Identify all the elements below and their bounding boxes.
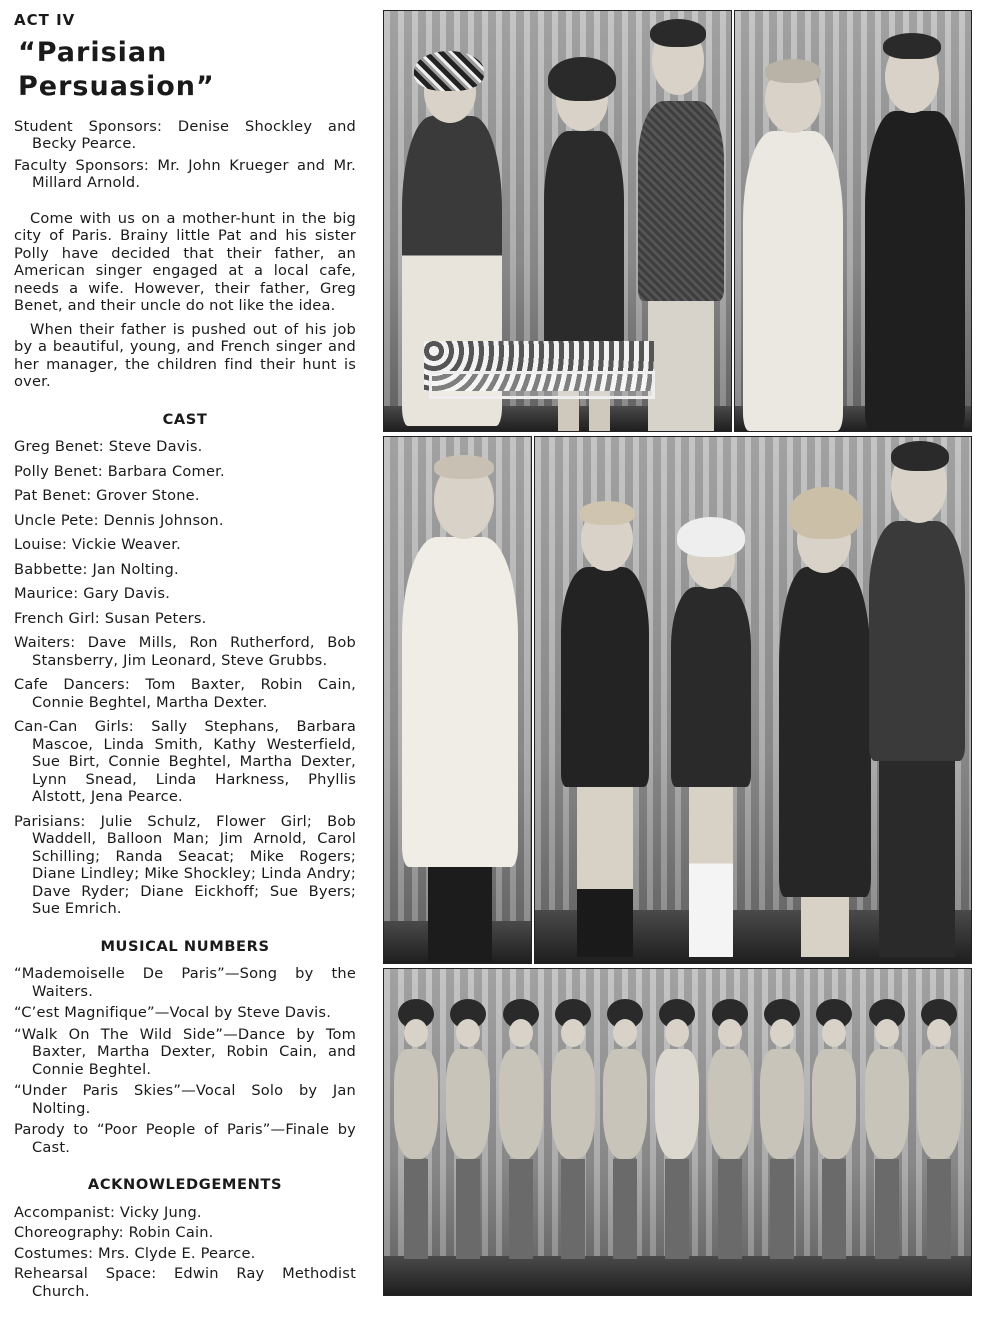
cast-item: Parisians: Julie Schulz, Flower Girl; Bob Waddell, Balloon Man; Jim Arnold, Carol Schilling; Randa Seacat; Mike Rogers; Diane Lindley; Mike Shockley; Linda Andry; Dave Ryder; Diane Eickhoff; Sue Byers; Sue Emrich. <box>14 812 356 917</box>
musical-item: “Mademoiselle De Paris”—Song by the Waiters. <box>14 965 356 1000</box>
musical-item: Parody to “Poor People of Paris”—Finale by Cast. <box>14 1121 356 1156</box>
photo-flower-scene <box>383 10 732 432</box>
acknowledgement-item: Costumes: Mrs. Clyde E. Pearce. <box>14 1244 256 1262</box>
photo-cancan-girls <box>383 968 972 1296</box>
cast-item: Louise: Vickie Weaver. <box>14 536 181 553</box>
cast-item: Uncle Pete: Dennis Johnson. <box>14 511 224 529</box>
photo-family-scene <box>534 436 972 964</box>
cast-item: Can-Can Girls: Sally Stephans, Barbara Mascoe, Linda Smith, Kathy Westerfield, Sue Birt, Connie Beghtel, Martha Dexter, Lynn Snead, Linda Harkness, Phyllis Alstott, Jena Pearce. <box>14 718 356 805</box>
description-paragraph: Come with us on a mother-hunt in the big city of Paris. Brainy little Pat and his sister Polly have decided that their father, an American singer engaged at a local cafe, needs a wife. However, their father, Greg Benet, and their uncle do not like the idea. <box>14 209 356 314</box>
cast-item: Greg Benet: Steve Davis. <box>14 438 203 455</box>
description-paragraph: When their father is pushed out of his job by a beautiful, young, and French singer and her manager, the children find their hunt is over. <box>14 320 356 390</box>
photo-waiter-apron <box>383 436 532 964</box>
musical-item: “Under Paris Skies”—Vocal Solo by Jan Nolting. <box>14 1082 356 1117</box>
cast-item: Pat Benet: Grover Stone. <box>14 487 200 504</box>
cast-item: Waiters: Dave Mills, Ron Rutherford, Bob Stansberry, Jim Leonard, Steve Grubbs. <box>14 634 356 669</box>
musical-item: “C’est Magnifique”—Vocal by Steve Davis. <box>14 1004 332 1021</box>
musical-numbers-heading: MUSICAL NUMBERS <box>100 937 270 955</box>
musical-item: “Walk On The Wild Side”—Dance by Tom Baxter, Martha Dexter, Robin Cain, and Connie Beghtel. <box>14 1025 356 1078</box>
cast-item: Babbette: Jan Nolting. <box>14 560 179 578</box>
cast-item: Maurice: Gary Davis. <box>14 585 171 602</box>
cast-item: French Girl: Susan Peters. <box>14 609 207 627</box>
page-title: “Parisian Persuasion” <box>18 36 215 102</box>
acknowledgement-item: Choreography: Robin Cain. <box>14 1224 214 1241</box>
acknowledgements-list <box>14 1204 356 1301</box>
acknowledgements-heading: ACKNOWLEDGEMENTS <box>87 1176 283 1193</box>
cast-item: Polly Benet: Barbara Comer. <box>14 462 225 480</box>
acknowledgement-item: Rehearsal Space: Edwin Ray Methodist Church. <box>14 1265 356 1300</box>
text-column <box>14 12 356 1303</box>
cast-list <box>14 438 356 918</box>
photo-waiter-scene <box>734 10 972 432</box>
faculty-sponsors: Faculty Sponsors: Mr. John Krueger and Mr. Millard Arnold. <box>14 156 356 191</box>
student-sponsors: Student Sponsors: Denise Shockley and Becky Pearce. <box>14 117 356 152</box>
cast-item: Cafe Dancers: Tom Baxter, Robin Cain, Connie Beghtel, Martha Dexter. <box>14 676 356 711</box>
cast-heading: CAST <box>162 410 208 428</box>
act-label: ACT IV <box>14 11 76 29</box>
acknowledgement-item: Accompanist: Vicky Jung. <box>14 1203 202 1221</box>
musical-numbers-list <box>14 965 356 1156</box>
